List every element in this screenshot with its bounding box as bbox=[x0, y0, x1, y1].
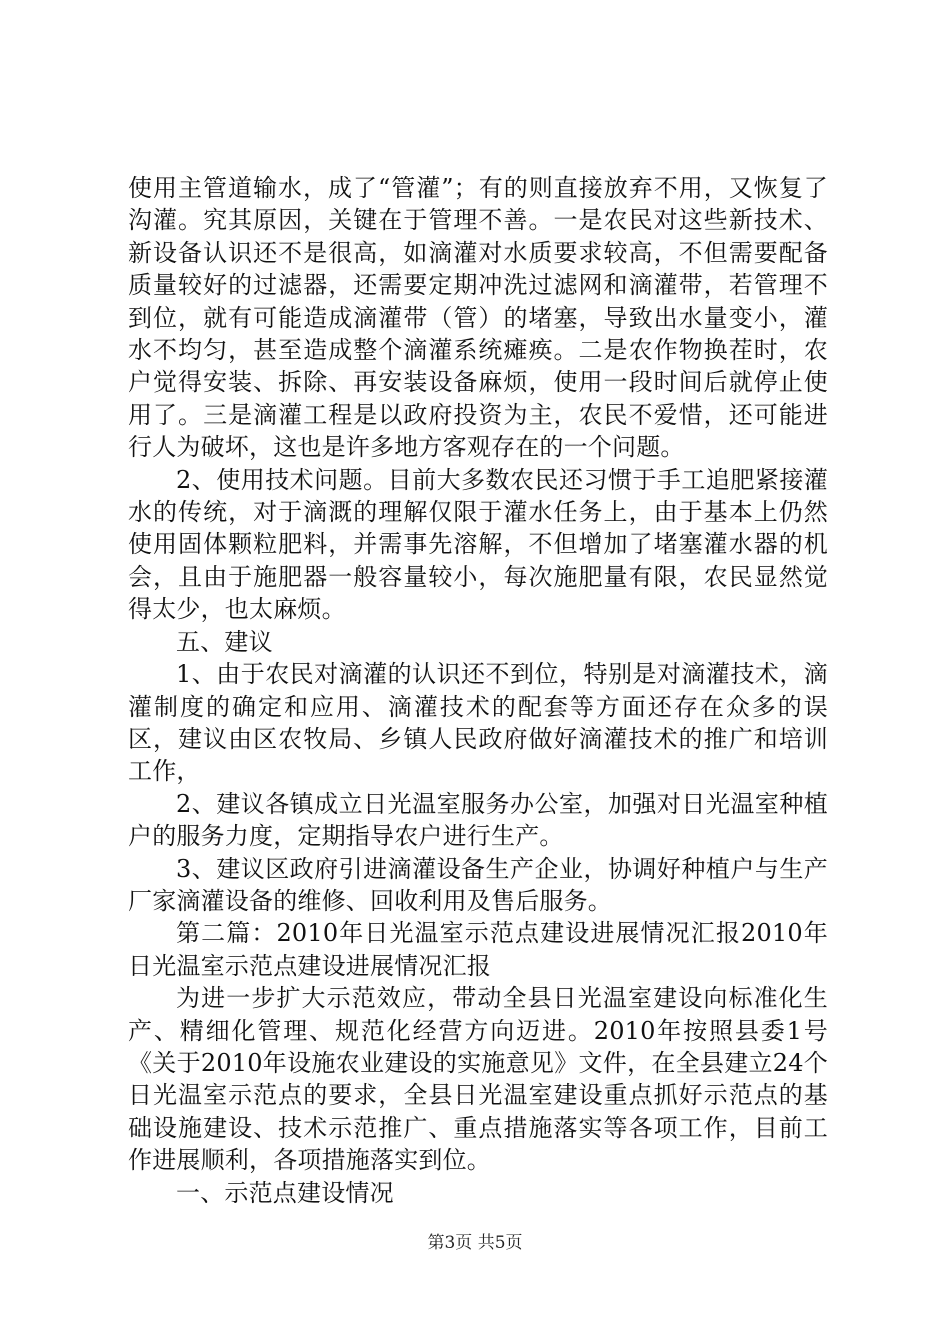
document-body bbox=[128, 172, 828, 1209]
paragraph-suggestion-3: 3、建议区政府引进滴灌设备生产企业，协调好种植户与生产厂家滴灌设备的维修、回收利用及售后服务。 bbox=[128, 854, 828, 915]
paragraph-intro-demonstration: 为进一步扩大示范效应，带动全县日光温室建设向标准化生产、精细化管理、规范化经营方向迈进。2010年按照县委1号《关于2010年设施农业建设的实施意见》文件，在全县建立24个日光温室示范点的要求，全县日光温室建设重点抓好示范点的基础设施建设、技术示范推广、重点措施落实等各项工作，目前工作进展顺利，各项措施落实到位。 bbox=[128, 984, 828, 1175]
section-heading-demonstration-points: 一、示范点建设情况 bbox=[176, 1178, 394, 1207]
paragraph-suggestion-2: 2、建议各镇成立日光温室服务办公室，加强对日光温室种植户的服务力度，定期指导农户进行生产。 bbox=[128, 789, 828, 851]
section-heading-suggestions: 五、建议 bbox=[176, 627, 273, 656]
paragraph-suggestion-1: 1、由于农民对滴灌的认识还不到位，特别是对滴灌技术，滴灌制度的确定和应用、滴灌技术的配套等方面还存在众多的误区，建议由区农牧局、乡镇人民政府做好滴灌技术的推广和培训工作， bbox=[128, 660, 828, 786]
page-number-footer: 第3页 共5页 bbox=[427, 1233, 523, 1253]
paragraph-technical-issues: 2、使用技术问题。目前大多数农民还习惯于手工追肥紧接灌水的传统，对于滴溉的理解仅限于灌水任务上，由于基本上仍然使用固体颗粒肥料，并需事先溶解，不但增加了堵塞灌水器的机会，且由于施肥器一般容量较小，每次施肥量有限，农民显然觉得太少，也太麻烦。 bbox=[128, 465, 828, 624]
paragraph-management-issues: 使用主管道输水，成了“管灌”；有的则直接放弃不用，又恢复了沟灌。究其原因，关键在于管理不善。一是农民对这些新技术、新设备认识还不是很高，如滴灌对水质要求较高，不但需要配备质量较好的过滤器，还需要定期冲洗过滤网和滴灌带，若管理不到位，就有可能造成滴灌带（管）的堵塞，导致出水量变小，灌水不均匀，甚至造成整个滴灌系统瘫痪。二是农作物换茬时，农户觉得安装、拆除、再安装设备麻烦，使用一段时间后就停止使用了。三是滴灌工程是以政府投资为主，农民不爱惜，还可能进行人为破坏，这也是许多地方客观存在的一个问题。 bbox=[128, 174, 828, 462]
chapter-title-second-part: 第二篇：2010年日光温室示范点建设进展情况汇报2010年日光温室示范点建设进展情况汇报 bbox=[128, 919, 828, 980]
